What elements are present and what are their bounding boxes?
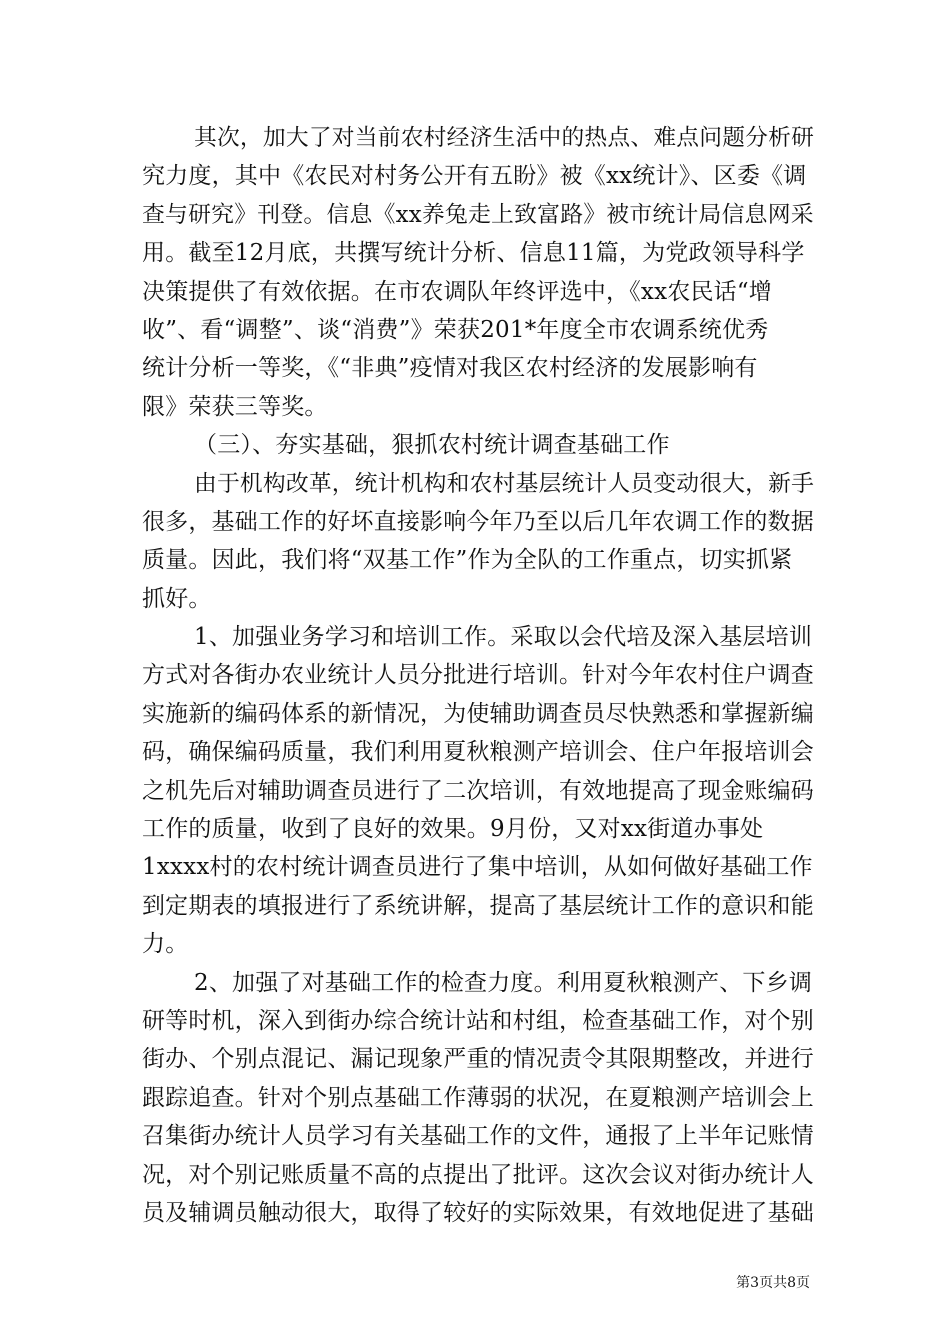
paragraph-first-line: 由于机构改革，统计机构和农村基层统计人员变动很大，新手 (194, 470, 815, 497)
paragraph-line: 很多，基础工作的好坏直接影响今年乃至以后几年农调工作的数据 (142, 508, 814, 535)
document-body (142, 119, 814, 1232)
paragraph-line: 方式对各街办农业统计人员分批进行培训。针对今年农村住户调查 (142, 662, 814, 689)
paragraph-line: 工作的质量，收到了良好的效果。9月份，又对xx街道办事处 (142, 816, 764, 843)
paragraph-line: 收”、看“调整”、谈“消费”》荣获201*年度全市农调系统优秀 (142, 316, 769, 343)
paragraph-line: 用。截至12月底，共撰写统计分析、信息11篇，为党政领导科学 (142, 240, 805, 267)
paragraph-line: 决策提供了有效依据。在市农调队年终评选中，《xx农民话“增 (142, 278, 773, 305)
paragraph-line: 力。 (142, 931, 189, 958)
paragraph-line: 跟踪追查。针对个别点基础工作薄弱的状况，在夏粮测产培训会上 (142, 1084, 814, 1111)
paragraph-line: 之机先后对辅助调查员进行了二次培训，有效地提高了现金账编码 (142, 777, 814, 804)
paragraph-line: 到定期表的填报进行了系统讲解，提高了基层统计工作的意识和能 (142, 892, 814, 919)
paragraph-line: 街办、个别点混记、漏记现象严重的情况责令其限期整改，并进行 (142, 1046, 814, 1073)
paragraph-first-line: （三）、夯实基础，狠抓农村统计调查基础工作 (194, 432, 670, 459)
paragraph-line: 况，对个别记账质量不高的点提出了批评。这次会议对街办统计人 (142, 1161, 814, 1188)
paragraph-line: 实施新的编码体系的新情况，为使辅助调查员尽快熟悉和掌握新编 (142, 700, 814, 727)
paragraph-line: 质量。因此，我们将“双基工作”作为全队的工作重点，切实抓紧 (142, 547, 793, 574)
paragraph-first-line: 2、加强了对基础工作的检查力度。利用夏秋粮测产、下乡调 (194, 969, 813, 996)
paragraph-line: 1xxxx村的农村统计调查员进行了集中培训，从如何做好基础工作 (142, 854, 813, 881)
paragraph-line: 抓好。 (142, 585, 212, 612)
paragraph-line: 究力度，其中《农民对村务公开有五盼》被《xx统计》、区委《调 (142, 163, 807, 190)
paragraph-line: 统计分析一等奖，《“非典”疫情对我区农村经济的发展影响有 (142, 355, 758, 382)
paragraph-line: 限》荣获三等奖。 (142, 393, 328, 420)
paragraph-line: 查与研究》刊登。信息《xx养兔走上致富路》被市统计局信息网采 (142, 201, 814, 228)
paragraph-line: 研等时机，深入到街办综合统计站和村组，检查基础工作，对个别 (142, 1007, 814, 1034)
paragraph-first-line: 其次，加大了对当前农村经济生活中的热点、难点问题分析研 (194, 125, 815, 151)
paragraph-first-line: 1、加强业务学习和培训工作。采取以会代培及深入基层培训 (194, 624, 813, 651)
paragraph-line: 码，确保编码质量，我们利用夏秋粮测产培训会、住户年报培训会 (142, 739, 814, 766)
paragraph-line: 召集街办统计人员学习有关基础工作的文件，通报了上半年记账情 (142, 1123, 814, 1150)
page-number: 第3页共8页 (736, 1275, 810, 1291)
paragraph-line: 员及辅调员触动很大，取得了较好的实际效果，有效地促进了基础 (142, 1199, 814, 1226)
